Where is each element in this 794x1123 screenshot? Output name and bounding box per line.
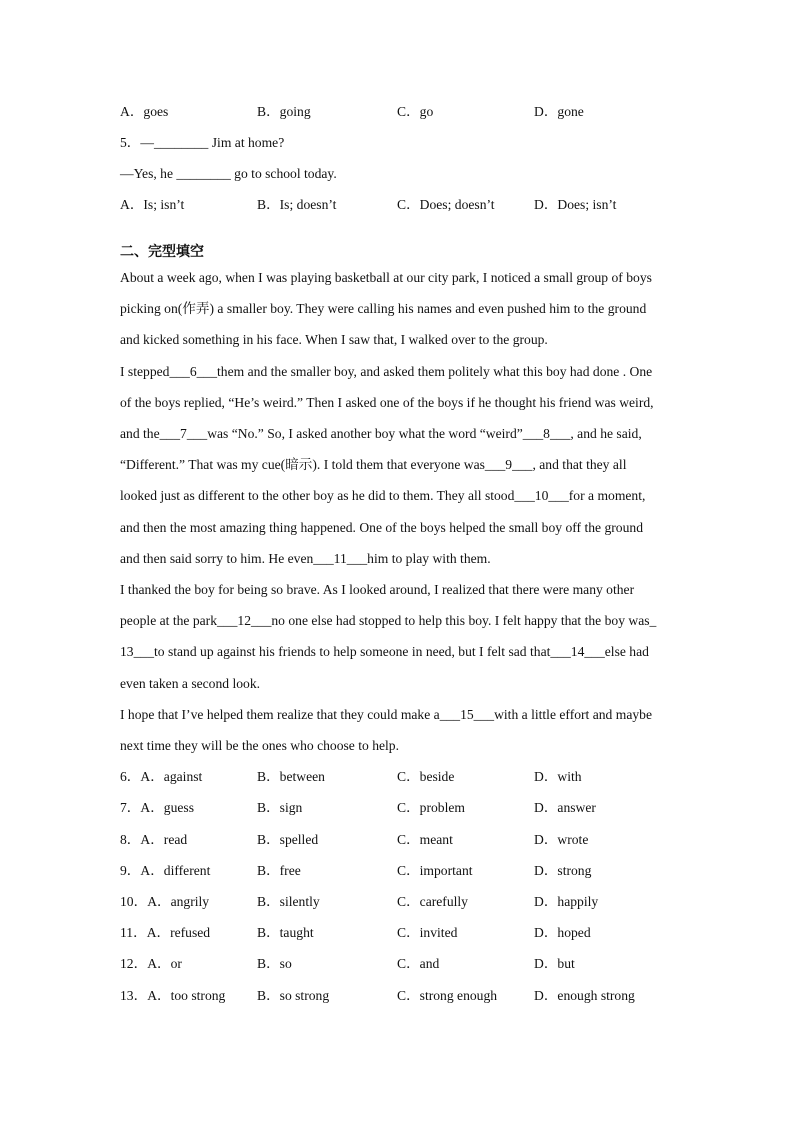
question-number: 13． [120, 988, 148, 1003]
q4-option-b: B．going [257, 104, 311, 119]
passage-line: looked just as different to the other boy as he did to them. They all stood___10___for a moment, [120, 488, 646, 503]
question-row [120, 923, 210, 943]
option-d: D．wrote [534, 832, 589, 847]
option-c: C．carefully [397, 894, 468, 909]
option-c: C．invited [397, 925, 458, 940]
passage-line: even taken a second look. [120, 676, 261, 691]
question-number: 10． [120, 894, 148, 909]
passage-line: people at the park___12___no one else had stopped to help this boy. I felt happy that the boy was_ [120, 613, 657, 628]
option-b: B．so [257, 956, 292, 971]
section-title: 二、完型填空 [120, 244, 204, 260]
option-a: A．guess [140, 800, 195, 815]
option-a: A．too strong [147, 988, 226, 1003]
option-a: A．different [140, 863, 211, 878]
option-a: A．against [140, 769, 203, 784]
passage-line: About a week ago, when I was playing basketball at our city park, I noticed a small group of boys [120, 270, 652, 285]
passage-line: 13___to stand up against his friends to help someone in need, but I felt sad that___14___else had [120, 644, 649, 659]
passage-line: picking on(作弄) a smaller boy. They were calling his names and even pushed him to the ground [120, 301, 647, 316]
question-number: 7． [120, 800, 141, 815]
option-d: D．but [534, 956, 575, 971]
option-c: C．and [397, 956, 440, 971]
q5-option-a: A．Is; isn’t [120, 197, 185, 212]
option-b: B．sign [257, 800, 303, 815]
passage-line: I stepped___6___them and the smaller boy, and asked them politely what this boy had done . One [120, 364, 653, 379]
passage-line: “Different.” That was my cue(暗示). I told them that everyone was___9___, and that they all [120, 457, 627, 472]
option-b: B．between [257, 769, 325, 784]
passage-line: next time they will be the ones who choose to help. [120, 738, 399, 753]
passage-line: and then the most amazing thing happened. One of the boys helped the small boy off the ground [120, 520, 643, 535]
option-d: D．strong [534, 863, 592, 878]
q5-option-c: C．Does; doesn’t [397, 197, 495, 212]
passage-line: of the boys replied, “He’s weird.” Then I asked one of the boys if he thought his friend was weird, [120, 395, 654, 410]
option-c: C．beside [397, 769, 455, 784]
option-b: B．silently [257, 894, 320, 909]
option-c: C．important [397, 863, 473, 878]
option-b: B．taught [257, 925, 314, 940]
question-number: 9． [120, 863, 141, 878]
option-d: D．happily [534, 894, 599, 909]
option-a: A．or [147, 956, 182, 971]
q4-option-a: A．goes [120, 104, 169, 119]
q5-option-d: D．Does; isn’t [534, 197, 617, 212]
q5-line-2: —Yes, he ________ go to school today. [120, 166, 337, 181]
question-row [120, 892, 209, 912]
q5-line-1: 5．—________ Jim at home? [120, 135, 285, 150]
question-row [120, 954, 182, 974]
q4-option-c: C．go [397, 104, 434, 119]
passage-line: I hope that I’ve helped them realize that they could make a___15___with a little effort and maybe [120, 707, 652, 722]
question-number: 8． [120, 832, 141, 847]
option-a: A．read [140, 832, 188, 847]
question-number: 12． [120, 956, 148, 971]
option-d: D．hoped [534, 925, 591, 940]
q5-option-b: B．Is; doesn’t [257, 197, 337, 212]
question-row [120, 767, 202, 787]
question-row [120, 861, 210, 881]
option-a: A．refused [146, 925, 211, 940]
passage-line: and then said sorry to him. He even___11___him to play with them. [120, 551, 491, 566]
passage-line: I thanked the boy for being so brave. As I looked around, I realized that there were many other [120, 582, 635, 597]
option-c: C．problem [397, 800, 465, 815]
option-c: C．meant [397, 832, 453, 847]
option-b: B．free [257, 863, 301, 878]
passage-line: and the___7___was “No.” So, I asked another boy what the word “weird”___8___, and he said, [120, 426, 642, 441]
option-c: C．strong enough [397, 988, 498, 1003]
question-number: 11． [120, 925, 147, 940]
option-b: B．so strong [257, 988, 330, 1003]
question-number: 6． [120, 769, 141, 784]
option-a: A．angrily [147, 894, 210, 909]
option-d: D．answer [534, 800, 596, 815]
question-row [120, 830, 187, 850]
question-row [120, 798, 194, 818]
q4-option-d: D．gone [534, 104, 584, 119]
passage-line: and kicked something in his face. When I saw that, I walked over to the group. [120, 332, 548, 347]
question-row [120, 986, 225, 1006]
option-b: B．spelled [257, 832, 319, 847]
option-d: D．enough strong [534, 988, 635, 1003]
option-d: D．with [534, 769, 582, 784]
